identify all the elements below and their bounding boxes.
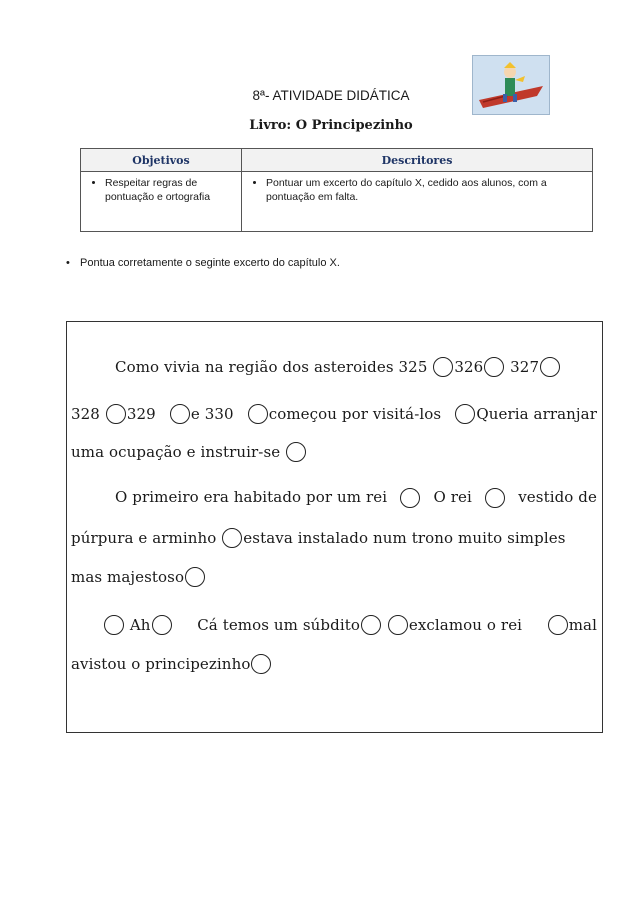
excerpt-text: O rei (433, 488, 472, 506)
excerpt-box (66, 321, 603, 733)
punctuation-blank[interactable] (106, 404, 126, 424)
excerpt-text: estava instalado num trono muito simples (243, 529, 566, 547)
excerpt-text: 326 (454, 358, 484, 376)
punctuation-blank[interactable] (455, 404, 475, 424)
excerpt-line-3 (67, 442, 602, 462)
excerpt-text: O primeiro era habitado por um rei (115, 488, 388, 506)
punctuation-blank[interactable] (540, 357, 560, 377)
excerpt-line-2 (67, 404, 602, 424)
punctuation-blank[interactable] (548, 615, 568, 635)
excerpt-text: 328 (71, 405, 100, 423)
excerpt-line-1 (67, 357, 602, 377)
punctuation-blank[interactable] (361, 615, 381, 635)
objetivo-cell (81, 172, 242, 232)
excerpt-text: e 330 (190, 405, 234, 423)
excerpt-line-8 (67, 654, 602, 674)
punctuation-blank[interactable] (185, 567, 205, 587)
excerpt-text: 329 (126, 405, 156, 423)
objetivo-item: • Respeitar regras de pontuação e ortografia (105, 177, 235, 204)
book-title: Livro: O Principezinho (249, 118, 413, 133)
excerpt-text: vestido de (518, 488, 597, 506)
excerpt-text: púrpura e arminho (71, 529, 217, 547)
punctuation-blank[interactable] (484, 357, 504, 377)
excerpt-line-6 (67, 567, 602, 587)
excerpt-text: Ah (129, 616, 151, 634)
excerpt-text: uma ocupação e instruir-se (71, 443, 281, 461)
punctuation-blank[interactable] (248, 404, 268, 424)
punctuation-blank[interactable] (222, 528, 242, 548)
excerpt-line-7 (67, 615, 602, 635)
bullet-icon: • (66, 257, 70, 269)
excerpt-text: exclamou o rei (408, 616, 523, 634)
punctuation-blank[interactable] (170, 404, 190, 424)
punctuation-blank[interactable] (104, 615, 124, 635)
excerpt-text: Como vivia na região dos asteroides 325 (115, 358, 428, 376)
instruction (66, 257, 340, 269)
objetivos-header: Objetivos (81, 149, 242, 172)
excerpt-text: Queria arranjar (476, 405, 597, 423)
descritor-cell (242, 172, 593, 232)
excerpt-text: mas majestoso (71, 568, 185, 586)
punctuation-blank[interactable] (388, 615, 408, 635)
punctuation-blank[interactable] (286, 442, 306, 462)
excerpt-line-5 (67, 528, 602, 548)
excerpt-text: 327 (510, 358, 540, 376)
punctuation-blank[interactable] (152, 615, 172, 635)
excerpt-text: mal (568, 616, 597, 634)
excerpt-line-4 (67, 488, 602, 508)
instruction-text: Pontua corretamente o seginte excerto do capítulo X. (80, 257, 340, 269)
descritores-header: Descritores (242, 149, 593, 172)
punctuation-blank[interactable] (433, 357, 453, 377)
objectives-table (80, 148, 593, 232)
punctuation-blank[interactable] (400, 488, 420, 508)
punctuation-blank[interactable] (485, 488, 505, 508)
excerpt-text: Cá temos um súbdito (197, 616, 360, 634)
activity-title: 8ª- ATIVIDADE DIDÁTICA (252, 88, 410, 103)
little-prince-illustration (472, 55, 550, 115)
punctuation-blank[interactable] (251, 654, 271, 674)
descritor-item: • Pontuar um excerto do capítulo X, cedido aos alunos, com a pontuação em falta. (266, 177, 586, 204)
excerpt-text: avistou o principezinho (71, 655, 251, 673)
excerpt-text: começou por visitá-los (268, 405, 442, 423)
